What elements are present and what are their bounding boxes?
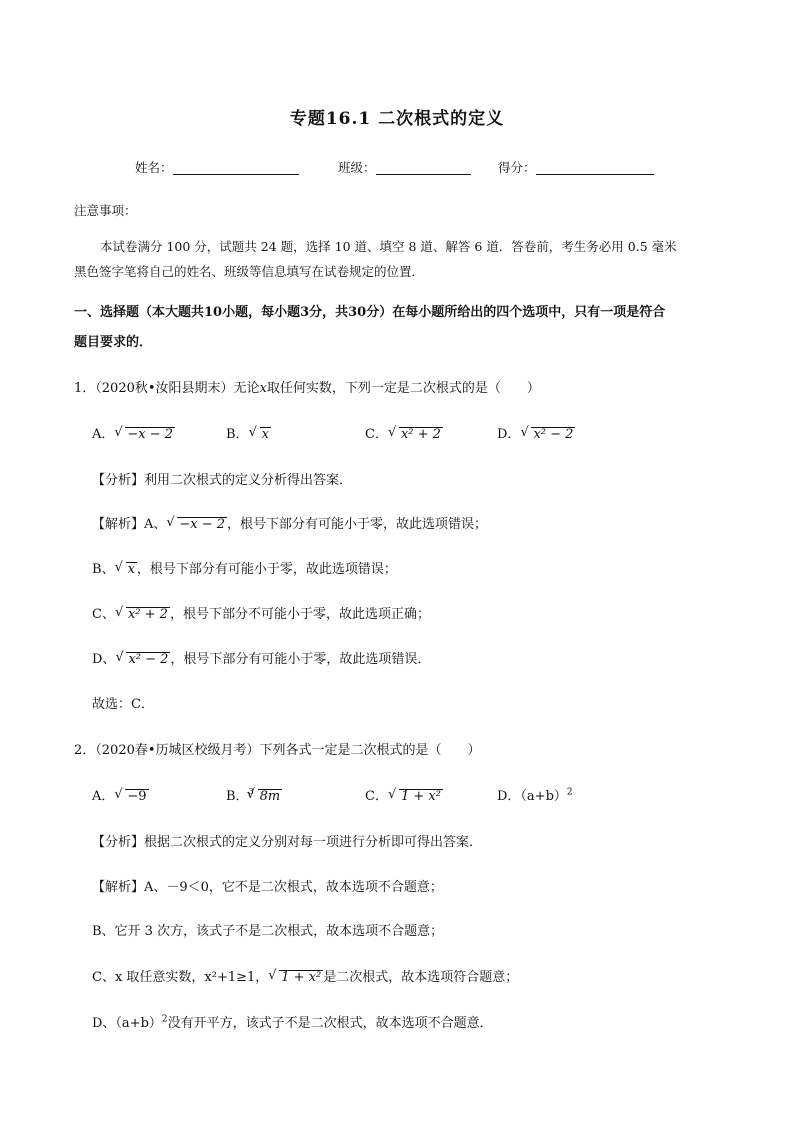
q2-option-b-index: 3	[248, 787, 254, 796]
q1-solution-d	[92, 648, 430, 667]
q2-option-b	[226, 785, 282, 804]
q2-option-d	[497, 785, 573, 804]
q2-option-a-expr: −9	[127, 789, 147, 804]
q2-sol-d-exponent: 2	[161, 1014, 168, 1025]
name-blank[interactable]	[173, 160, 299, 175]
q1-option-c-radical	[389, 427, 443, 442]
q2-solution-b: B、它开 3 次方，该式子不是二次根式，故本选项不合题意；	[92, 924, 444, 939]
q1-sol-d-head: D、	[92, 652, 116, 667]
q2-sol-c-tail: 是二次根式，故本选项符合题意；	[323, 970, 519, 985]
class-label: 班级：	[338, 160, 376, 175]
q1-stem	[74, 377, 540, 396]
q2-option-d-exponent: 2	[566, 787, 573, 798]
q1-answer: 故选：C．	[92, 697, 154, 712]
q1-solution-b	[92, 558, 397, 577]
q1-option-d-label: D．	[497, 427, 521, 442]
q1-option-d-expr: x² − 2	[533, 427, 574, 442]
score-label: 得分：	[498, 160, 536, 175]
section-heading-line2: 题目要求的．	[74, 335, 153, 350]
q2-option-c-expr: 1 + x²	[400, 789, 441, 804]
q2-solution-a: 【解析】A、－9＜0，它不是二次根式，故本选项不合题意；	[92, 880, 443, 895]
notice-line1: 本试卷满分 100 分，试题共 24 题，选择 10 道、填空 8 道、解答 6 道．答卷前，考生务必用 0.5 毫米	[100, 239, 677, 254]
q1-analysis: 【分析】利用二次根式的定义分析得出答案．	[92, 473, 353, 488]
q1-option-a-label: A．	[92, 427, 115, 442]
q2-sol-c-expr: 1 + x²	[281, 970, 322, 985]
score-blank[interactable]	[536, 160, 654, 175]
q1-sol-c-expr: x² + 2	[127, 607, 168, 622]
q2-option-c-label: C．	[365, 789, 388, 804]
q2-sol-d-tail: 没有开平方，该式子不是二次根式，故本选项不合题意．	[167, 1016, 493, 1031]
q1-sol-b-expr: x	[127, 562, 135, 577]
q1-option-c-label: C．	[365, 427, 388, 442]
class-field	[338, 158, 471, 176]
q1-option-a	[92, 423, 175, 442]
q1-sol-c-tail: ，根号下部分不可能小于零，故此选项正确；	[169, 607, 430, 622]
q1-sol-b-radical	[116, 562, 137, 577]
notice-heading: 注意事项：	[74, 203, 137, 218]
q1-option-b-radical	[250, 427, 271, 442]
q1-stem-post: 取任何实数，下列一定是二次根式的是（ ）	[266, 381, 540, 396]
q1-sol-b-head: B、	[92, 562, 115, 577]
q1-sol-a-head: 【解析】A、	[92, 517, 167, 532]
q1-sol-a-expr: −x − 2	[179, 517, 226, 532]
q2-option-b-expr: 8m	[259, 789, 281, 804]
q1-option-d-radical	[521, 427, 575, 442]
q1-option-a-expr: −x − 2	[127, 427, 174, 442]
q2-sol-c-radical	[269, 970, 323, 985]
notice-line2: 黑色签字笔将自己的姓名、班级等信息填写在试卷规定的位置．	[74, 264, 425, 279]
q2-analysis: 【分析】根据二次根式的定义分别对每一项进行分析即可得出答案．	[92, 835, 483, 850]
q1-stem-var: x	[259, 381, 267, 396]
q2-sol-d-head: D、（a+b）	[92, 1016, 162, 1031]
q1-sol-d-tail: ，根号下部分有可能小于零，故此选项错误．	[170, 652, 431, 667]
q2-option-c	[365, 785, 443, 804]
q2-option-a-radical	[115, 789, 148, 804]
q1-option-c	[365, 423, 443, 442]
page-title: 专题16.1 二次根式的定义	[289, 109, 505, 129]
section-heading-line1: 一、选择题（本大题共10小题，每小题3分，共30分）在每小题所给出的四个选项中，只有一项是符合	[74, 305, 666, 320]
q2-option-b-label: B．	[226, 789, 249, 804]
q1-sol-a-tail: ，根号下部分有可能小于零，故此选项错误；	[227, 517, 488, 532]
q1-sol-c-radical	[116, 607, 170, 622]
name-label: 姓名：	[135, 160, 173, 175]
q1-stem-pre: 1．（2020秋•汝阳县期末）无论	[74, 381, 260, 396]
q2-option-a	[92, 785, 149, 804]
q1-option-a-radical	[115, 427, 175, 442]
q1-sol-d-expr: x² − 2	[128, 652, 169, 667]
name-field	[135, 158, 299, 176]
q1-option-b-expr: x	[261, 427, 269, 442]
q1-sol-a-radical	[167, 517, 227, 532]
q1-option-d	[497, 423, 575, 442]
q1-sol-c-head: C、	[92, 607, 115, 622]
q1-sol-d-radical	[116, 652, 170, 667]
q2-stem: 2．（2020春•历城区校级月考）下列各式一定是二次根式的是（ ）	[74, 743, 481, 758]
class-blank[interactable]	[376, 160, 471, 175]
q2-option-a-label: A．	[92, 789, 115, 804]
q1-sol-b-tail: ，根号下部分有可能小于零，故此选项错误；	[136, 562, 397, 577]
q2-option-d-label: D．（a+b）	[497, 789, 567, 804]
q2-solution-d	[92, 1012, 493, 1031]
q2-option-c-radical	[389, 789, 443, 804]
q1-option-c-expr: x² + 2	[400, 427, 441, 442]
q2-solution-c	[92, 966, 518, 985]
score-field	[498, 158, 654, 176]
q1-solution-c	[92, 603, 430, 622]
q1-solution-a	[92, 513, 487, 532]
q2-sol-c-head: C、x 取任意实数，x²+1≥1，	[92, 970, 269, 985]
q1-option-b-label: B．	[226, 427, 249, 442]
q2-option-b-radical	[248, 789, 283, 804]
q1-option-b	[226, 423, 271, 442]
